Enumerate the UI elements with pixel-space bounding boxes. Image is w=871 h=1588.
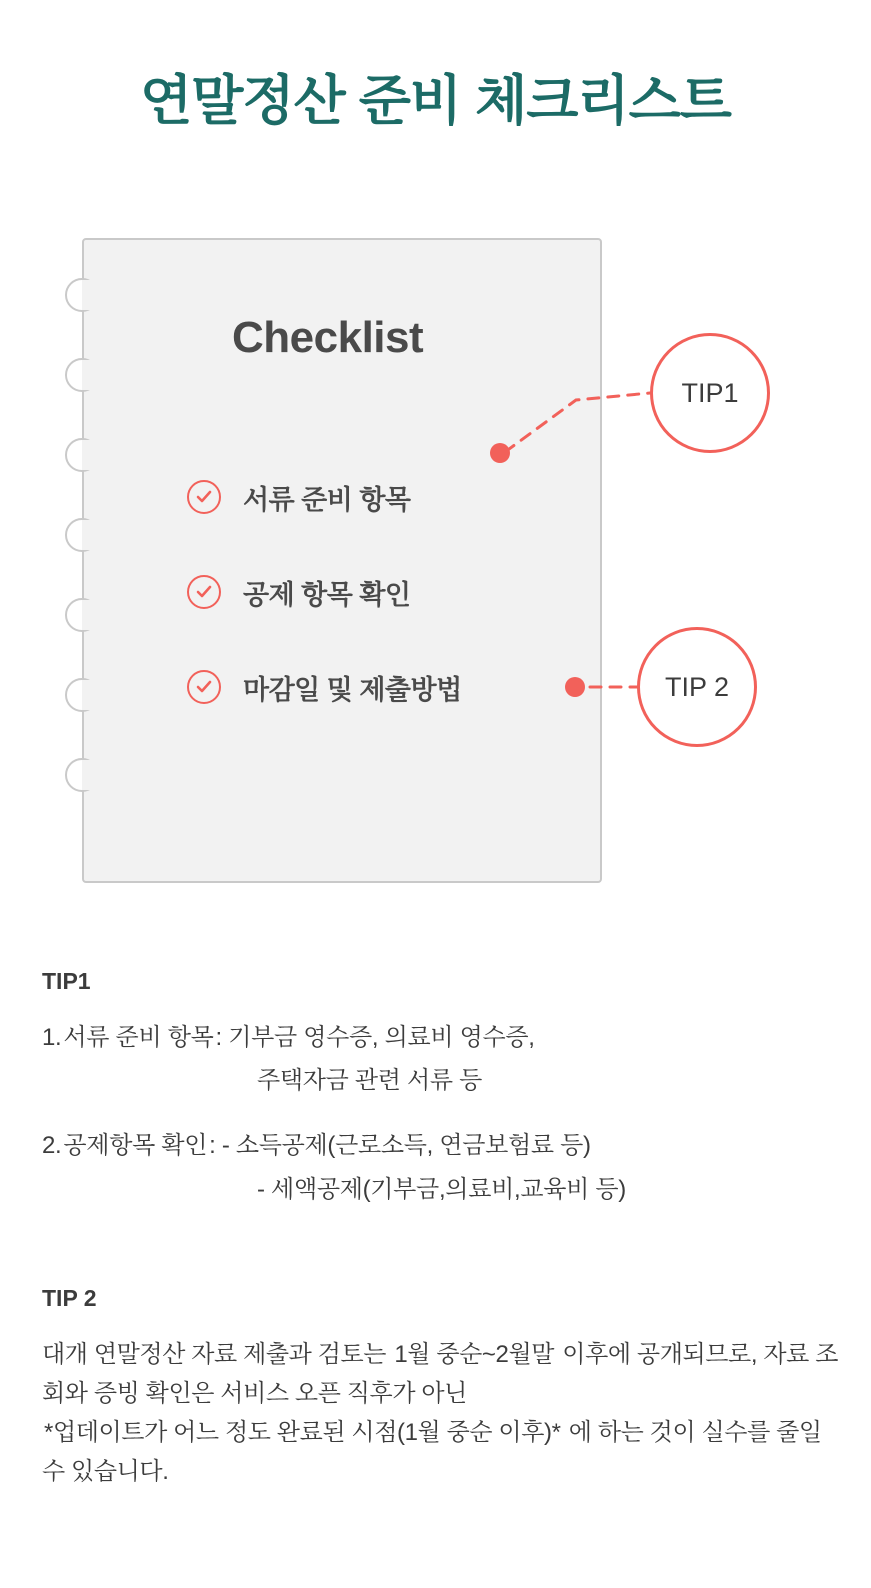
tip2-heading: TIP 2 (42, 1285, 97, 1311)
tip1-heading: TIP1 (42, 968, 91, 994)
tip2-part-5: 에 하는 것이 실수를 줄일 수 있습니다. (42, 1418, 822, 1485)
list-item-label: 공제 항목 확인 (243, 579, 411, 610)
tip1-line-3 (42, 1127, 842, 1164)
tip1-line-2: 주택자금 관련 서류 등 (257, 1067, 483, 1095)
tip1-line-3-number: 2. (42, 1132, 62, 1160)
tip1-callout-bubble[interactable]: TIP1 (650, 333, 770, 453)
tip1-line-4: - 세액공제(기부금,의료비,교육비 등) (257, 1175, 626, 1203)
tip2-part-2: 1월 중순~2월말 (392, 1336, 556, 1375)
tip2-part-1: 대개 연말정산 자료 제출과 검토는 (42, 1341, 393, 1368)
tip1-line-3-rest: : - 소득공제(근로소득, 연금보험료 등) (209, 1132, 591, 1160)
tip1-line-1-marked: 서류 준비 항목 (61, 1019, 215, 1056)
list-item-label: 마감일 및 제출방법 (243, 674, 462, 705)
list-item-label: 서류 준비 항목 (243, 484, 411, 515)
checklist-heading-text: Checklist (222, 313, 433, 363)
tip1-line-1 (42, 1019, 842, 1056)
tip1-line-1-number: 1. (42, 1024, 62, 1051)
tip1-section (42, 968, 842, 1214)
tip2-section (42, 1285, 842, 1492)
tip1-line-3-marked: 공제항목 확인 (61, 1127, 209, 1164)
page-title: 연말정산 준비 체크리스트 (140, 71, 731, 131)
tip2-anchor-dot (565, 677, 585, 697)
tip2-part-4: *업데이트가 어느 정도 완료된 시점(1월 중순 이후)* (42, 1414, 563, 1453)
tip2-part-3: 이후에 공개되므로, 자료 조회와 증빙 확인은 서비스 오픈 직후가 아닌 (42, 1341, 838, 1407)
tip2-callout-bubble[interactable]: TIP 2 (637, 627, 757, 747)
tip2-paragraph (42, 1336, 842, 1492)
tip1-anchor-dot (490, 443, 510, 463)
tip1-line-1-rest: : 기부금 영수증, 의료비 영수증, (215, 1024, 535, 1051)
